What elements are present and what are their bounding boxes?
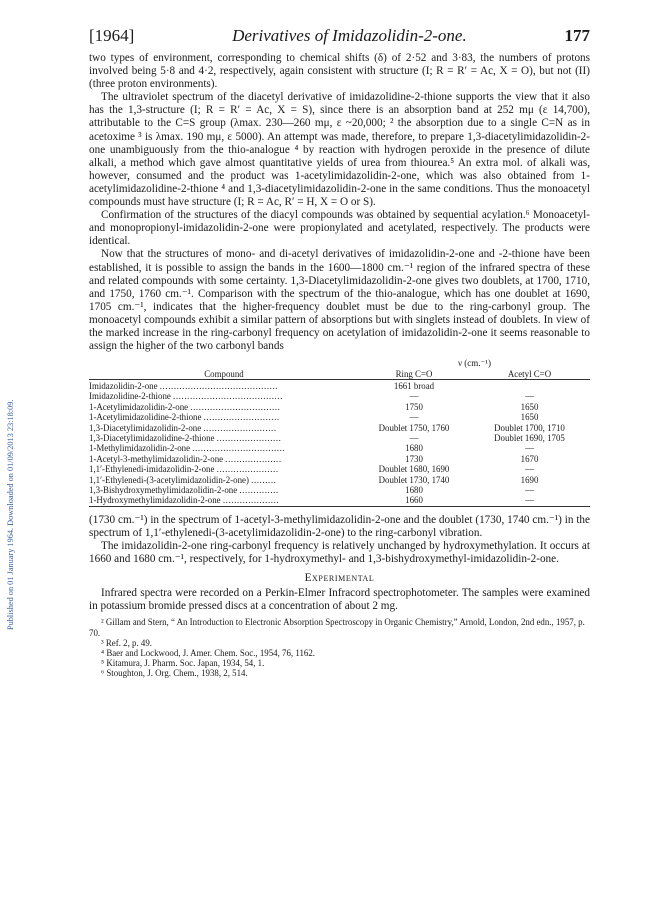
table-row	[89, 464, 590, 474]
leader-dots: ....................	[225, 453, 282, 464]
leader-dots: .......................................	[173, 391, 283, 402]
col-header-ring: Ring C=O	[395, 368, 433, 379]
acetyl-co-value: Doublet 1690, 1705	[494, 433, 565, 443]
compound-name: 1-Acetyl-3-methylimidazolidin-2-one	[89, 453, 224, 464]
acetyl-co-value: Doublet 1700, 1710	[494, 422, 565, 433]
compound-name: 1-Acetylimidazolidin-2-one	[89, 401, 189, 412]
ring-co-value: —	[409, 433, 419, 443]
compound-name: 1,1′-Ethylenedi-(3-acetylimidazolidin-2-one)	[89, 474, 249, 485]
acetyl-co-value	[469, 381, 590, 391]
ring-co-value: —	[409, 391, 419, 402]
paragraph-3: Confirmation of the structures of the diacyl compounds was obtained by sequential acylation.⁶ Monoacetyl- and monopropionyl-imidazolidin-2-one were propionylated and acetylated, respectively. The products were identical.	[89, 209, 590, 248]
compound-name: 1-Methylimidazolidin-2-one	[89, 443, 191, 454]
acetyl-co-value: 1650	[520, 401, 539, 412]
leader-dots: ......................	[216, 464, 279, 475]
compound-name: 1,3-Diacetylimidazolidin-2-one	[89, 422, 202, 433]
leader-dots: ..........................................	[159, 380, 279, 391]
table-row	[89, 433, 590, 443]
compound-name: 1,1′-Ethylenedi-imidazolidin-2-one	[89, 464, 215, 475]
leader-dots: ................................	[190, 401, 281, 412]
paragraph-2: The ultraviolet spectrum of the diacetyl derivative of imidazolidine-2-thione supports the view that it also has the 1,3-structure (I; R = R′ = Ac, X = S), since there is an absorption band at 252 mμ (ε 14,700), attributable to the C=S group (λmax. 230—260 mμ, ε ~20,000; ² the absorption due to a single C=N as in acetoxime ³ is λmax. 190 mμ, ε 5000). An attempt was made, therefore, to prepare 1,3-diacetylimidazolidin-2-one unambiguously from the thio-analogue ⁴ by reaction with hydrogen peroxide in the presence of dilute alkali, a method which gave almost quantitative yields of urea from thiourea.⁵ An extra mol. of alkali was, however, consumed and the product was 1-acetylimidazolidin-2-one, which was also obtained from 1-acetylimidazolidine-2-thione ⁴ and 1,3-diacetylimidazolidin-2-one in the same conditions. Thus the monoacetyl compounds must have structure (I; R = Ac, R′ = H, X = O or S).	[89, 91, 590, 209]
ring-co-value: 1680	[405, 485, 423, 496]
footnote: ⁴ Baer and Lockwood, J. Amer. Chem. Soc., 1954, 76, 1162.	[101, 648, 316, 659]
ring-co-value: Doublet 1750, 1760	[378, 422, 450, 433]
header-title: Derivatives of Imidazolidin-2-one.	[232, 26, 467, 45]
ring-co-value: —	[409, 412, 419, 423]
leader-dots: .........	[251, 474, 277, 485]
acetyl-co-value: —	[525, 391, 534, 402]
ring-co-value: 1730	[405, 453, 423, 464]
ring-co-value: Doublet 1680, 1690	[378, 464, 450, 475]
leader-dots: .......................	[216, 433, 282, 443]
experimental-paragraph: Infrared spectra were recorded on a Perkin-Elmer Infracord spectrophotometer. The samples were examined in potassium bromide pressed discs at a concentration of about 2 mg.	[89, 587, 590, 613]
acetyl-co-value: —	[525, 443, 534, 454]
paragraph-4: Now that the structures of mono- and di-acetyl derivatives of imidazolidin-2-one and -2-thione have been established, it is possible to assign the bands in the 1600—1800 cm.⁻¹ region of the infrared spectra of these and related compounds with some certainty. 1,3-Diacetylimidazolidin-2-one gives two doublets, at 1700, 1710, and 1750, 1760 cm.⁻¹. Comparison with the spectrum of the thio-analogue, which has one doublet at 1690, 1705 cm.⁻¹, indicates that the higher-frequency doublet must be due to the ring-carbonyl group. The monoacetyl compounds exhibit a similar pattern of absorptions but with singlets instead of doublets. In view of the marked increase in the ring-carbonyl frequency on acetylation of imidazolidin-2-one it seems reasonable to assign the higher of the two carbonyl bands	[89, 248, 590, 353]
paragraph-after-table: (1730 cm.⁻¹) in the spectrum of 1-acetyl-3-methylimidazolidin-2-one and the doublet (1730, 1740 cm.⁻¹) in the spectrum of 1,1′-ethylenedi-(3-acetylimidazolidin-2-one) to the ring-carbonyl vibration.	[89, 513, 590, 539]
acetyl-co-value: 1690	[520, 474, 539, 485]
acetyl-co-value: —	[525, 464, 534, 475]
ring-co-value: 1750	[405, 401, 423, 412]
table-row	[89, 443, 590, 453]
acetyl-co-value: 1670	[520, 453, 539, 464]
table-row	[89, 495, 590, 506]
paragraph-1: two types of environment, corresponding to chemical shifts (δ) of 2·52 and 3·83, the numbers of protons involved being 5·8 and 4·2, respectively, again consistent with structure (I; R = R′ = Ac, X = O), but not (II) (three proton environments).	[89, 52, 590, 91]
footnote: ⁵ Kitamura, J. Pharm. Soc. Japan, 1934, 54, 1.	[101, 658, 265, 669]
leader-dots: .................................	[192, 443, 286, 454]
leader-dots: ..............	[239, 485, 279, 496]
col-header-acetyl: Acetyl C=O	[507, 368, 552, 379]
publication-sidebar-note: Published on 01 January 1964. Downloaded on 01/09/2013 23:18:09.	[6, 399, 15, 630]
acetyl-co-value: —	[525, 495, 534, 506]
article-page	[89, 26, 590, 679]
compound-name: 1,3-Diacetylimidazolidine-2-thione	[89, 433, 215, 443]
compound-name: Imidazolidine-2-thione	[89, 391, 171, 402]
compound-name: Imidazolidin-2-one	[89, 380, 158, 391]
col-header-compound: Compound	[204, 368, 244, 379]
footnotes	[89, 617, 590, 678]
table-row	[89, 475, 590, 485]
ring-co-value: Doublet 1730, 1740	[378, 474, 450, 485]
header-year: [1964]	[89, 26, 135, 45]
paragraph-hydroxymethylation: The imidazolidin-2-one ring-carbonyl frequency is relatively unchanged by hydroxymethylation. It occurs at 1660 and 1680 cm.⁻¹, respectively, for 1-hydroxymethyl- and 1,3-bishydroxymethyl-imidazolidin-2-one.	[89, 540, 590, 566]
table-row	[89, 391, 590, 401]
acetyl-co-value: 1650	[520, 412, 539, 423]
ring-co-value: 1660	[405, 495, 423, 506]
leader-dots: ....................	[222, 495, 280, 506]
compound-name: 1,3-Bishydroxymethylimidazolidin-2-one	[89, 485, 238, 496]
footnote: ³ Ref. 2, p. 49.	[101, 637, 152, 648]
section-heading: Experimental	[304, 572, 375, 585]
compound-name: 1-Hydroxymethylimidazolidin-2-one	[89, 495, 221, 506]
table-row	[89, 485, 590, 495]
running-header	[89, 26, 590, 46]
compound-name: 1-Acetylimidazolidine-2-thione	[89, 412, 202, 423]
ir-table	[89, 358, 590, 508]
table-row	[89, 412, 590, 422]
footnote: ⁶ Stoughton, J. Org. Chem., 1938, 2, 514.	[101, 668, 248, 679]
acetyl-co-value: —	[525, 485, 534, 496]
table-row	[89, 454, 590, 464]
ring-co-value: 1661 broad	[393, 380, 435, 391]
units-label: ν (cm.⁻¹)	[457, 358, 491, 369]
page-number: 177	[564, 26, 590, 45]
footnote: ² Gillam and Stern, “ An Introduction to Electronic Absorption Spectroscopy in Organic Chemistry,” Arnold, London, 2nd edn., 1957, p. 70.	[89, 617, 585, 638]
ring-co-value: 1680	[405, 443, 423, 454]
leader-dots: ..........................	[203, 422, 277, 433]
table-row	[89, 381, 590, 391]
table-row	[89, 423, 590, 433]
table-row	[89, 402, 590, 412]
leader-dots: ...........................	[203, 412, 280, 423]
